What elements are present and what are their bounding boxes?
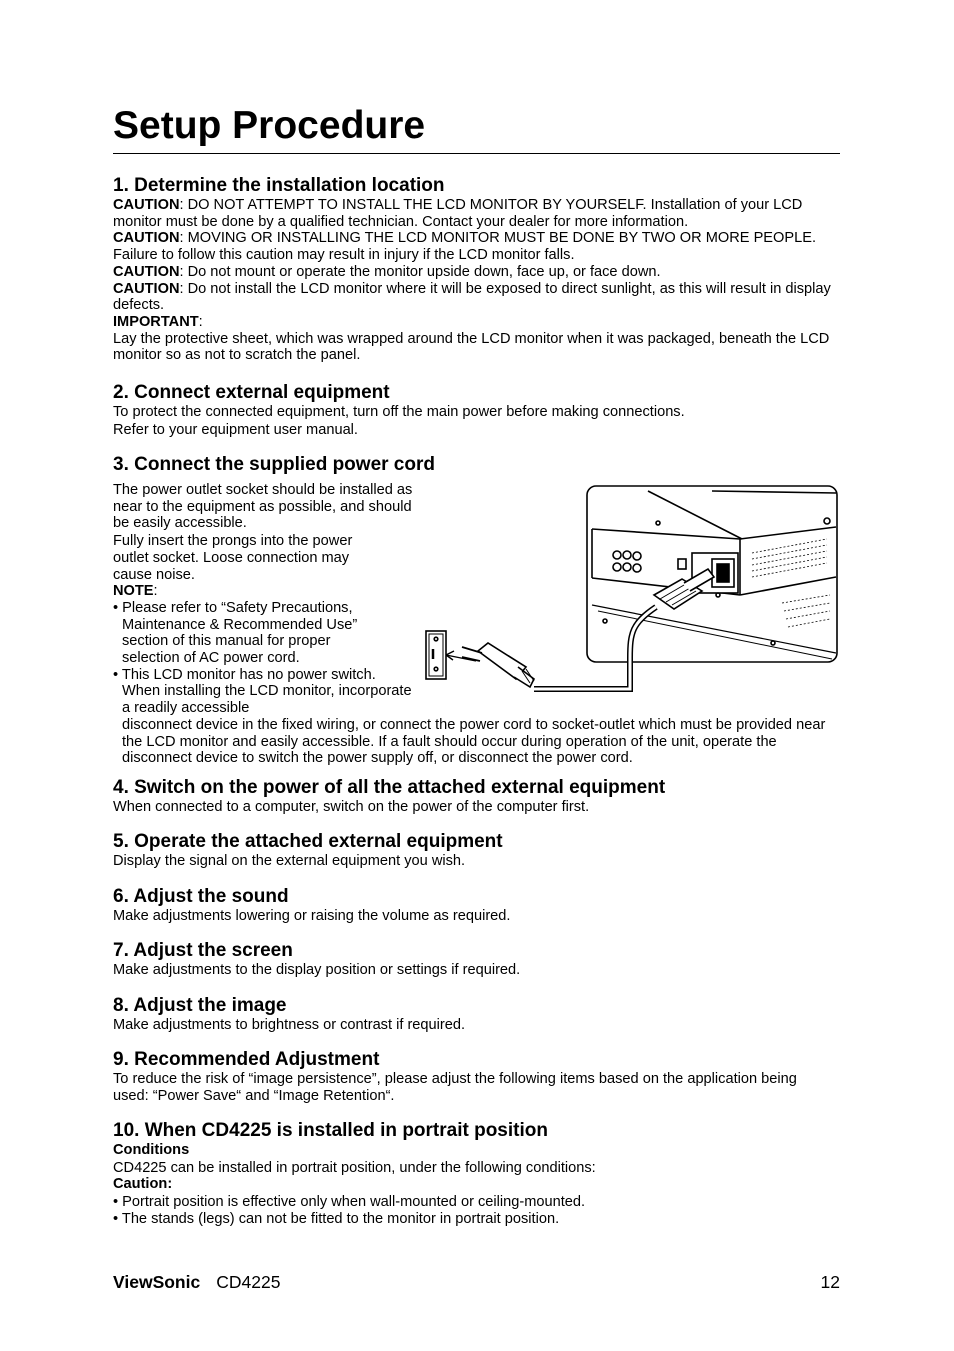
note-bullet-2b: disconnect device in the fixed wiring, or connect the power cord to socket-outlet which must be provided near the LCD monitor and easily accessible. If a fault should occur during operation of the unit, operate the disconnect device to switch the power supply off, or disconnect the power cord. — [122, 716, 826, 767]
section-heading: 10. When CD4225 is installed in portrait position — [113, 1120, 548, 1141]
section-installation-location — [113, 175, 840, 364]
portrait-bullet-1: • Portrait position is effective only when wall-mounted or ceiling-mounted. — [113, 1194, 586, 1211]
page-footer — [113, 1271, 840, 1293]
conditions-label: Conditions — [113, 1142, 190, 1158]
caution-2: CAUTION: MOVING OR INSTALLING THE LCD MONITOR MUST BE DONE BY TWO OR MORE PEOPLE. Failure to follow this caution may result in injury if the LCD monitor falls. — [113, 230, 817, 264]
section-portrait — [113, 1120, 840, 1228]
section-text: Make adjustments lowering or raising the volume as required. — [113, 908, 511, 924]
note-label: NOTE: — [113, 583, 158, 600]
important-text: Lay the protective sheet, which was wrapped around the LCD monitor when it was packaged, beneath the LCD monitor so as not to scratch the panel. — [113, 330, 830, 364]
section-heading: 9. Recommended Adjustment — [113, 1049, 380, 1070]
power-outlet-text: The power outlet socket should be installed as near to the equipment as possible, and should be easily accessible. — [113, 482, 413, 532]
section-switch-on — [113, 777, 840, 816]
power-cord-illustration — [422, 483, 842, 696]
page-number: 12 — [820, 1272, 840, 1292]
section-recommended — [113, 1049, 840, 1104]
section-heading: 2. Connect external equipment — [113, 382, 390, 403]
prongs-text: Fully insert the prongs into the power outlet socket. Loose connection may cause noise. — [113, 533, 353, 583]
title-rule — [113, 153, 840, 154]
section-heading: 5. Operate the attached external equipment — [113, 831, 503, 852]
note-bullet-2a: • This LCD monitor has no power switch. When installing the LCD monitor, incorporate a readily accessible — [113, 666, 412, 717]
section-screen — [113, 940, 840, 979]
section-text: When connected to a computer, switch on the power of the computer first. — [113, 799, 590, 815]
caution-1: CAUTION: DO NOT ATTEMPT TO INSTALL THE LCD MONITOR BY YOURSELF. Installation of your LCD monitor must be done by a qualified technician. Contact your dealer for more information. — [113, 197, 803, 230]
section-text: To protect the connected equipment, turn off the main power before making connections. — [113, 404, 685, 420]
caution-3: CAUTION: Do not mount or operate the monitor upside down, face up, or face down. — [113, 263, 661, 280]
section-text: To reduce the risk of “image persistence”, please adjust the following items based on the application being used: “Power Save“ and “Image Retention“. — [113, 1071, 797, 1104]
section-heading: 4. Switch on the power of all the attached external equipment — [113, 777, 666, 798]
section-heading: 7. Adjust the screen — [113, 940, 293, 961]
section-text: Make adjustments to the display position or settings if required. — [113, 962, 521, 978]
section-heading: 3. Connect the supplied power cord — [113, 454, 435, 475]
section-sound — [113, 886, 840, 925]
conditions-text: CD4225 can be installed in portrait position, under the following conditions: — [113, 1159, 596, 1176]
section-text: Refer to your equipment user manual. — [113, 421, 358, 438]
caution-label: Caution: — [113, 1176, 173, 1193]
important-label: IMPORTANT: — [113, 313, 203, 330]
caution-4: CAUTION: Do not install the LCD monitor where it will be exposed to direct sunlight, as this will result in display defects. — [113, 280, 831, 314]
footer-brand: ViewSonic — [113, 1272, 201, 1292]
section-heading: 1. Determine the installation location — [113, 175, 445, 196]
page-title: Setup Procedure — [113, 104, 426, 147]
section-image — [113, 995, 840, 1034]
section-connect-external — [113, 382, 840, 438]
section-text: Make adjustments to brightness or contrast if required. — [113, 1017, 466, 1033]
portrait-bullet-2: • The stands (legs) can not be fitted to the monitor in portrait position. — [113, 1210, 560, 1227]
footer-model: CD4225 — [216, 1272, 281, 1292]
section-operate — [113, 831, 840, 870]
note-bullet-1: • Please refer to “Safety Precautions, Maintenance & Recommended Use” section of this manual for proper selection of AC power cord. — [113, 599, 358, 667]
section-heading: 8. Adjust the image — [113, 995, 287, 1016]
section-heading: 6. Adjust the sound — [113, 886, 289, 907]
section-text: Display the signal on the external equipment you wish. — [113, 853, 466, 869]
